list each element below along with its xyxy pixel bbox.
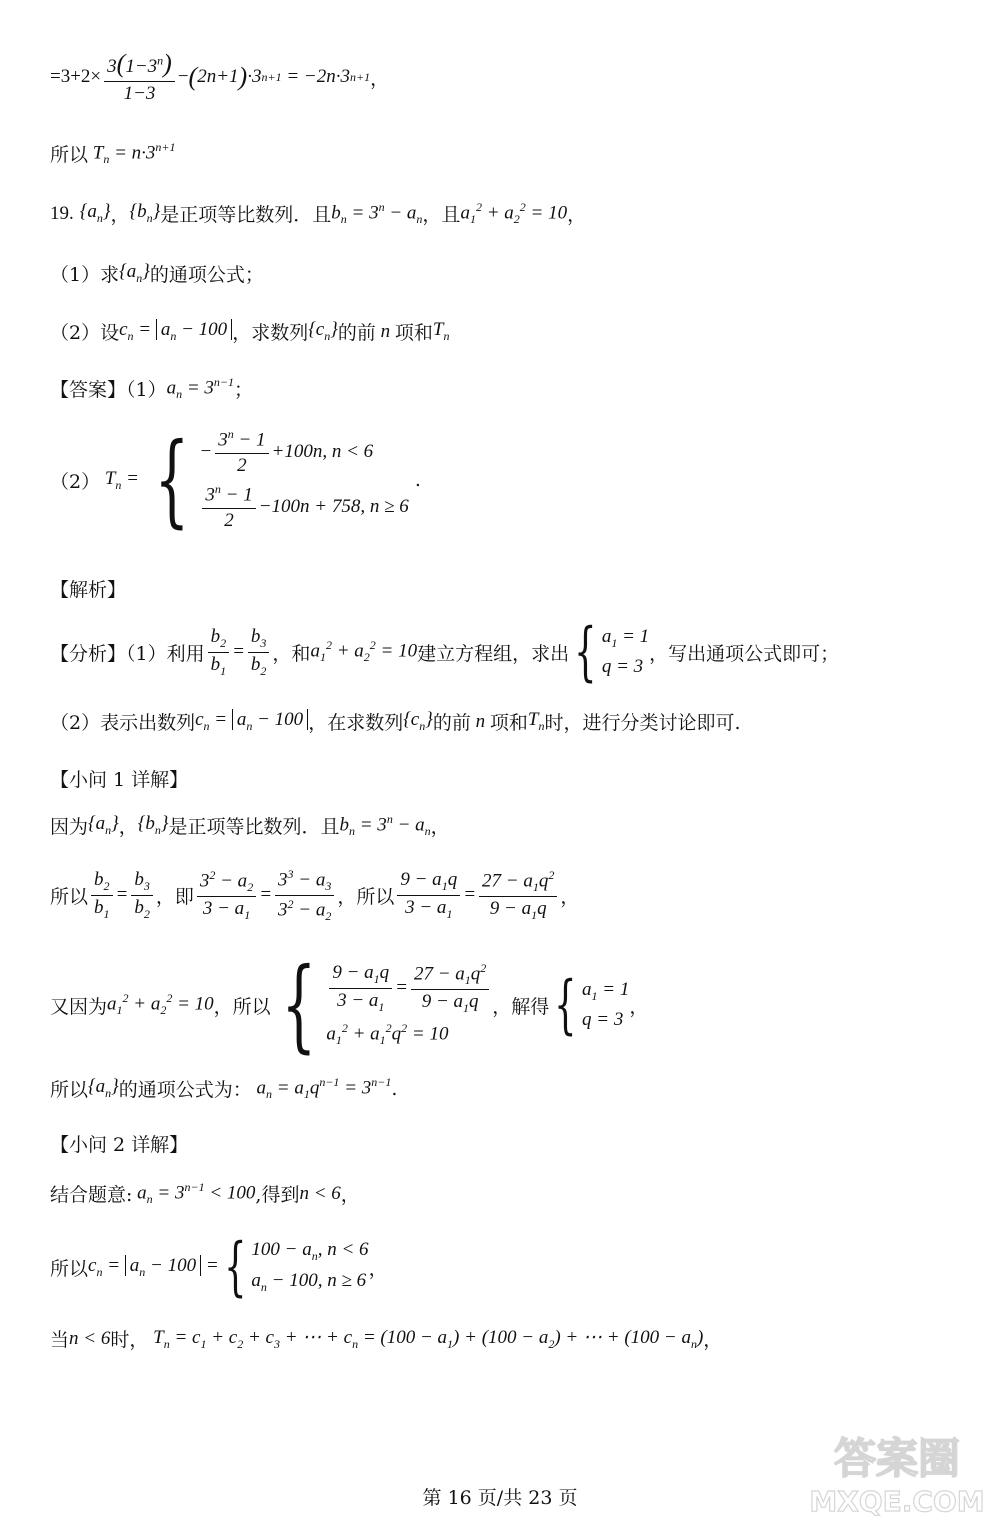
sub1-line-1: 因为 $\{a_n\}$ ， $\{b_n\}$ 是正项等比数列．且 $b_n = 3^n - a_n$ ，: [50, 812, 450, 839]
sub2-line-2: 所以 $c_n = a_n - 100$ = { $100 - a_n$, n < 6 $a_n - 100$, n ≥ 6 ，: [50, 1230, 388, 1304]
analysis-2: （2）表示出数列 $c_n = a_n - 100$ ，在求数列 $\{c_n\}$ 的前 n 项和 $T_n$ 时，进行分类讨论即可.: [50, 709, 741, 734]
part-1: （1）求 $\{a_n\}$ 的通项公式；: [50, 261, 264, 286]
question-19: 19. $\{a_n\}$ ， $\{b_n\}$ 是正项等比数列．且 $b_n = 3^n - a_n$ ，且 $a_1^2 + a_2^2 = 10$ ，: [50, 200, 587, 227]
answer-2: （2） $T_n$ = { − $\frac{3^n - 1}{2}$ +100n, n < 6 $\frac{3^n - 1}{2}$ −100n + 758, n ≥ 6 .: [50, 421, 421, 539]
answer-1: 【答案】（1） $a_n = 3^{n-1}$ ；: [50, 375, 254, 402]
analysis-1: 【分析】（1）利用 $\frac{b_2}{b_1}$ = $\frac{b_3}{b_2}$ ，和 $a_1^2 + a_2^2 = 10$ 建立方程组，求出 { $a_1 = 1$ q = 3 ，写出通项公式即可；: [50, 615, 840, 689]
sub2-line-1: 结合题意: $a_n = 3^{n-1} < 100$ ,得到 n < 6 ，: [50, 1180, 360, 1207]
sub2-line-3: 当 n < 6 时， $T_n = c_1 + c_2 + c_3$ + ⋯ + $c_n = (100 - a_1) + (100 - a_2)$ + ⋯ + $(100 - a_n)$ ，: [50, 1326, 723, 1351]
sub1-heading: 【小问 1 详解】: [50, 769, 189, 791]
jiexi-heading: 【解析】: [50, 579, 127, 601]
sub1-line-4: 所以 $\{a_n\}$ 的通项公式为： $a_n = a_1q^{n-1} = 3^{n-1}$ .: [50, 1075, 398, 1102]
equation-line-1: =3+2× $\frac{3(1-3^n)}{1-3}$ − ( 2n+1 ) ·3 n+1 = −2n·3 n+1 ，: [50, 49, 390, 104]
svg-text:答案圈: 答案圈: [833, 1434, 961, 1483]
page-footer: 第 16 页/共 23 页: [422, 1487, 578, 1509]
watermark-logo: [802, 1425, 992, 1520]
svg-text:MXQE.COM: MXQE.COM: [809, 1485, 985, 1518]
sub1-line-3: 又因为 $a_1^2 + a_2^2 = 10$ ，所以 { $\frac{9 - a_1q}{3 - a_1}$ = $\frac{27 - a_1q^2}{9 - a_1q}$ $a_1^2 + a_1^2q^2 = 10$ ，解得 { $a_1 = 1$ q = 3 ，: [50, 946, 649, 1063]
sub2-heading: 【小问 2 详解】: [50, 1134, 189, 1156]
sub1-line-2: 所以 $\frac{b_2}{b_1}$ = $\frac{b_3}{b_2}$ ，即 $\frac{3^2 - a_2}{3 - a_1}$ = $\frac{3^3 - a_3}{3^2 - a_2}$ ，所以 $\frac{9 - a_1q}{3 - a_1}$ = $\frac{27 - a_1q^2}{9 - a_1q}$ ，: [50, 867, 580, 924]
conclusion-line: 所以 $T_n = n\cdot 3^{n+1}$: [50, 140, 176, 167]
part-2: （2）设 $c_n = a_n - 100$ ，求数列 $\{c_n\}$ 的前 n 项和 $T_n$: [50, 319, 450, 344]
